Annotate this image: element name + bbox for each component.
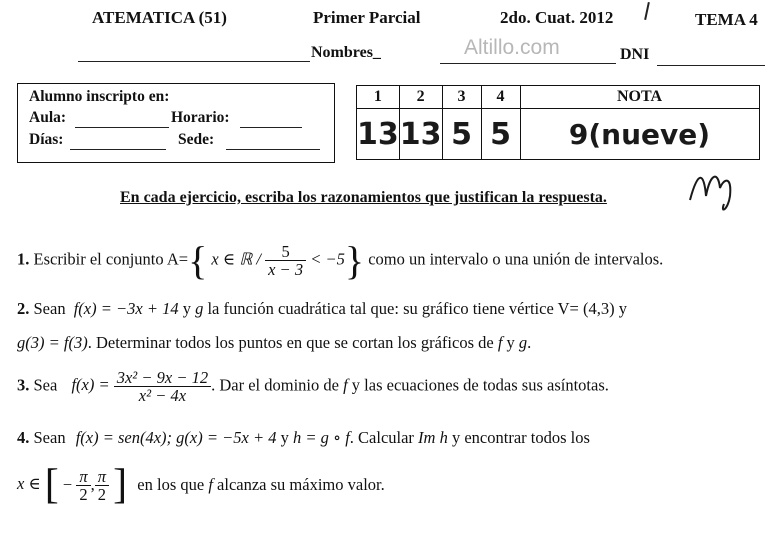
score-1: 13 — [357, 109, 400, 160]
question-1 — [17, 237, 663, 287]
grade-header-1: 1 — [357, 86, 400, 109]
info-box — [17, 83, 335, 163]
q1-brace-open: { — [188, 238, 208, 283]
q2-condition: g(3) = f(3) — [17, 333, 88, 352]
grade-header-4: 4 — [481, 86, 520, 109]
q3-number: 3. — [17, 375, 30, 395]
pen-mark — [644, 2, 650, 20]
sede-line — [226, 149, 320, 150]
score-2: 13 — [399, 109, 442, 160]
score-4: 5 — [481, 109, 520, 160]
horario-line — [240, 127, 302, 128]
q2-number: 2. — [17, 299, 30, 318]
subject-title: ATEMATICA (51) — [92, 8, 227, 27]
tema-label: TEMA 4 — [695, 10, 758, 29]
instructions: En cada ejercicio, escriba los razonamientos que justifican la respuesta. — [120, 189, 607, 206]
watermark: Altillo.com — [464, 36, 560, 59]
q1-brace-close: } — [344, 238, 365, 283]
q3-fraction: $\frac{\text{3x² − 9x − 12}}{\text{x² − 4x}}$ — [114, 369, 211, 404]
q1-fraction: $\frac{5}{x - 3}$ — [265, 243, 306, 278]
grades-table — [356, 85, 760, 160]
sede-label: Sede: — [178, 131, 215, 148]
dias-line — [70, 149, 166, 150]
info-title: Alumno inscripto en: — [29, 88, 170, 105]
q4-interval-left: $\frac{\pi}{2}$ — [76, 468, 90, 503]
aula-label: Aula: — [29, 109, 67, 126]
q1-text-before: Escribir el conjunto A= — [33, 249, 189, 269]
signature-mark — [684, 160, 754, 220]
q1-set-left: x ∈ ℝ / — [211, 249, 261, 269]
score-3: 5 — [442, 109, 481, 160]
q4-number: 4. — [17, 428, 30, 447]
dni-line — [657, 65, 765, 66]
grade-header-2: 2 — [399, 86, 442, 109]
nombre-line — [78, 61, 310, 62]
nota-value: 9(nueve) — [520, 109, 759, 160]
question-3: 3. Sea f(x) = $\frac{\text{3x² − 9x − 12}}{\text{x² − 4x}}$ . Dar el dominio de f y las ecuaciones de todas sus asíntotas. — [17, 368, 609, 405]
grade-header-3: 3 — [442, 86, 481, 109]
question-2-line-1: 2. Sean f(x) = −3x + 14 y g la función cuadrática tal que: su gráfico tiene vértice V= (4,3) y — [17, 299, 627, 318]
horario-label: Horario: — [171, 109, 230, 126]
q4-interval-right: $\frac{\pi}{2}$ — [95, 468, 109, 503]
dias-label: Días: — [29, 131, 64, 148]
q1-number: 1. — [17, 249, 30, 269]
aula-line — [75, 127, 169, 128]
dni-label: DNI — [620, 46, 650, 63]
q2-f-definition: f(x) = −3x + 14 — [73, 299, 179, 318]
exam-title: Primer Parcial — [313, 8, 421, 27]
nombres-label: Nombres_ — [311, 44, 381, 61]
q1-set-right: < −5 — [310, 249, 345, 269]
grade-header-nota: NOTA — [520, 86, 759, 109]
q1-text-after: como un intervalo o una unión de intervalos. — [368, 249, 664, 269]
question-4-line-1: 4. Sean f(x) = sen(4x); g(x) = −5x + 4 y h = g ∘ f. Calcular Im h y encontrar todos los — [17, 428, 590, 447]
period: 2do. Cuat. 2012 — [500, 8, 614, 27]
question-2-line-2: g(3) = f(3). Determinar todos los puntos en que se cortan los gráficos de f y g. — [17, 333, 532, 352]
nombres-line — [440, 63, 616, 64]
question-4-line-2: x ∈ [ − $\frac{\pi}{2}$ , $\frac{\pi}{2}$ ] en los que f alcanza su máximo valor. — [17, 462, 385, 508]
